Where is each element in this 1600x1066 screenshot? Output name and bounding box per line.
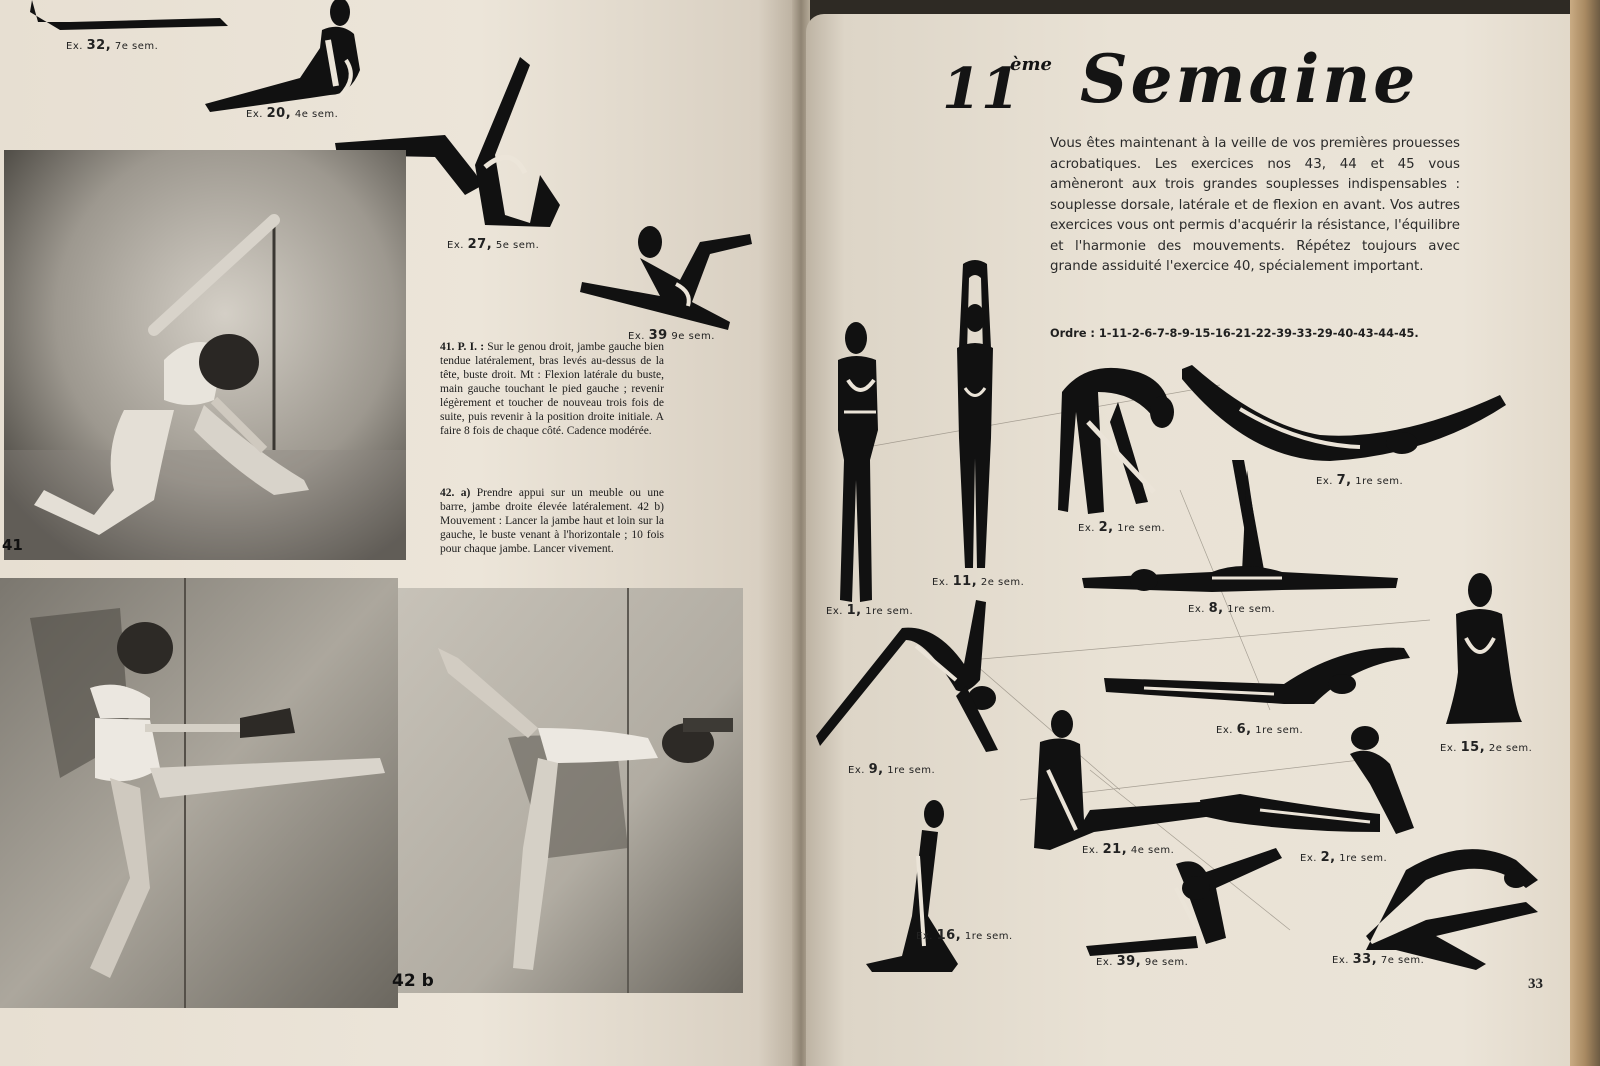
page-edge: [1570, 0, 1600, 1066]
photo-ex42a: [0, 578, 398, 1008]
silhouette-ex2-bottom: [1200, 724, 1470, 844]
photo-ex42b: [392, 588, 743, 993]
intro-paragraph: Vous êtes maintenant à la veille de vos premières prouesses acrobatiques. Les exercices nos 43, 44 et 45 vous amèneront aux trois grandes souplesses indispensables : souplesse dorsale, latérale et de flexion en avant. Vos autres exercices vous ont permis d'acquérir la résistance, l'équilibre et l'harmonie des mouvements. Répétez toujours avec grande assiduité l'exercice 40, spécialement important.: [1050, 136, 1460, 274]
silhouette-ex15: [1436, 572, 1526, 732]
ordre-value: 1-11-2-6-7-8-9-15-16-21-22-39-33-29-40-43-44-45.: [1098, 327, 1419, 340]
page-heading: [942, 36, 1460, 126]
photo-label-42b: 42 b: [392, 971, 434, 991]
caption-ex20: Ex. 20, 4e sem.: [246, 106, 339, 121]
caption-ex9: Ex. 9, 1re sem.: [848, 762, 936, 777]
caption-ex39-right: Ex. 39, 9e sem.: [1096, 954, 1189, 969]
caption-ex21: Ex. 21, 4e sem.: [1082, 842, 1175, 857]
caption-ex32: Ex. 32, 7e sem.: [66, 38, 159, 53]
silhouette-ex33: [1366, 840, 1546, 970]
caption-ex11: Ex. 11, 2e sem.: [932, 574, 1025, 589]
caption-ex2-bottom: Ex. 2, 1re sem.: [1300, 850, 1388, 865]
caption-ex7: Ex. 7, 1re sem.: [1316, 473, 1404, 488]
caption-ex15: Ex. 15, 2e sem.: [1440, 740, 1533, 755]
caption-ex39-left: Ex. 39 9e sem.: [628, 328, 715, 343]
silhouette-ex8: [1082, 460, 1400, 600]
caption-ex6: Ex. 6, 1re sem.: [1216, 722, 1304, 737]
page-number: 33: [1528, 976, 1543, 992]
heading-ordinal-sup: ème: [1010, 54, 1052, 75]
caption-ex2-top: Ex. 2, 1re sem.: [1078, 520, 1166, 535]
caption-ex16: Ex. 16, 1re sem.: [916, 928, 1013, 943]
text-ex42: 42. a) Prendre appui sur un meuble ou une barre, jambe droite élevée latéralement. 42 b) Mouvement : Lancer la jambe haut et loin sur la gauche, le buste venant à l'horizontale ; 10 fois pour chaque jambe. Lancer vivement.: [440, 487, 664, 555]
silhouette-ex6: [1104, 644, 1414, 720]
silhouette-ex9: [816, 600, 1000, 760]
caption-ex27: Ex. 27, 5e sem.: [447, 237, 540, 252]
silhouette-ex39-left: [580, 222, 760, 332]
heading-word: Semaine: [1080, 40, 1419, 118]
caption-ex33: Ex. 33, 7e sem.: [1332, 952, 1425, 967]
silhouette-ex16: [862, 796, 962, 976]
silhouette-ex7: [1180, 365, 1510, 475]
photo-label-41: 41: [2, 536, 23, 554]
ordre-label: Ordre :: [1050, 327, 1095, 340]
text-ex41: 41. P. I. : Sur le genou droit, jambe gauche bien tendue latéralement, bras levés au-dessus de la tête, buste droit. Mt : Flexion latérale du buste, main gauche touchant le pied gauche ; revenir légèrement et toucher de nouveau trois fois de suite, puis revenir à la position droite initiale. A faire 8 fois de chaque côté. Cadence modérée.: [440, 341, 664, 437]
caption-ex8: Ex. 8, 1re sem.: [1188, 601, 1276, 616]
silhouette-ex1: [830, 320, 890, 605]
photo-ex41: [4, 150, 406, 560]
silhouette-ex11: [945, 258, 1005, 570]
caption-ex1: Ex. 1, 1re sem.: [826, 603, 914, 618]
heading-ordinal: 11: [942, 56, 1020, 122]
silhouette-ex39-right: [1086, 848, 1286, 958]
